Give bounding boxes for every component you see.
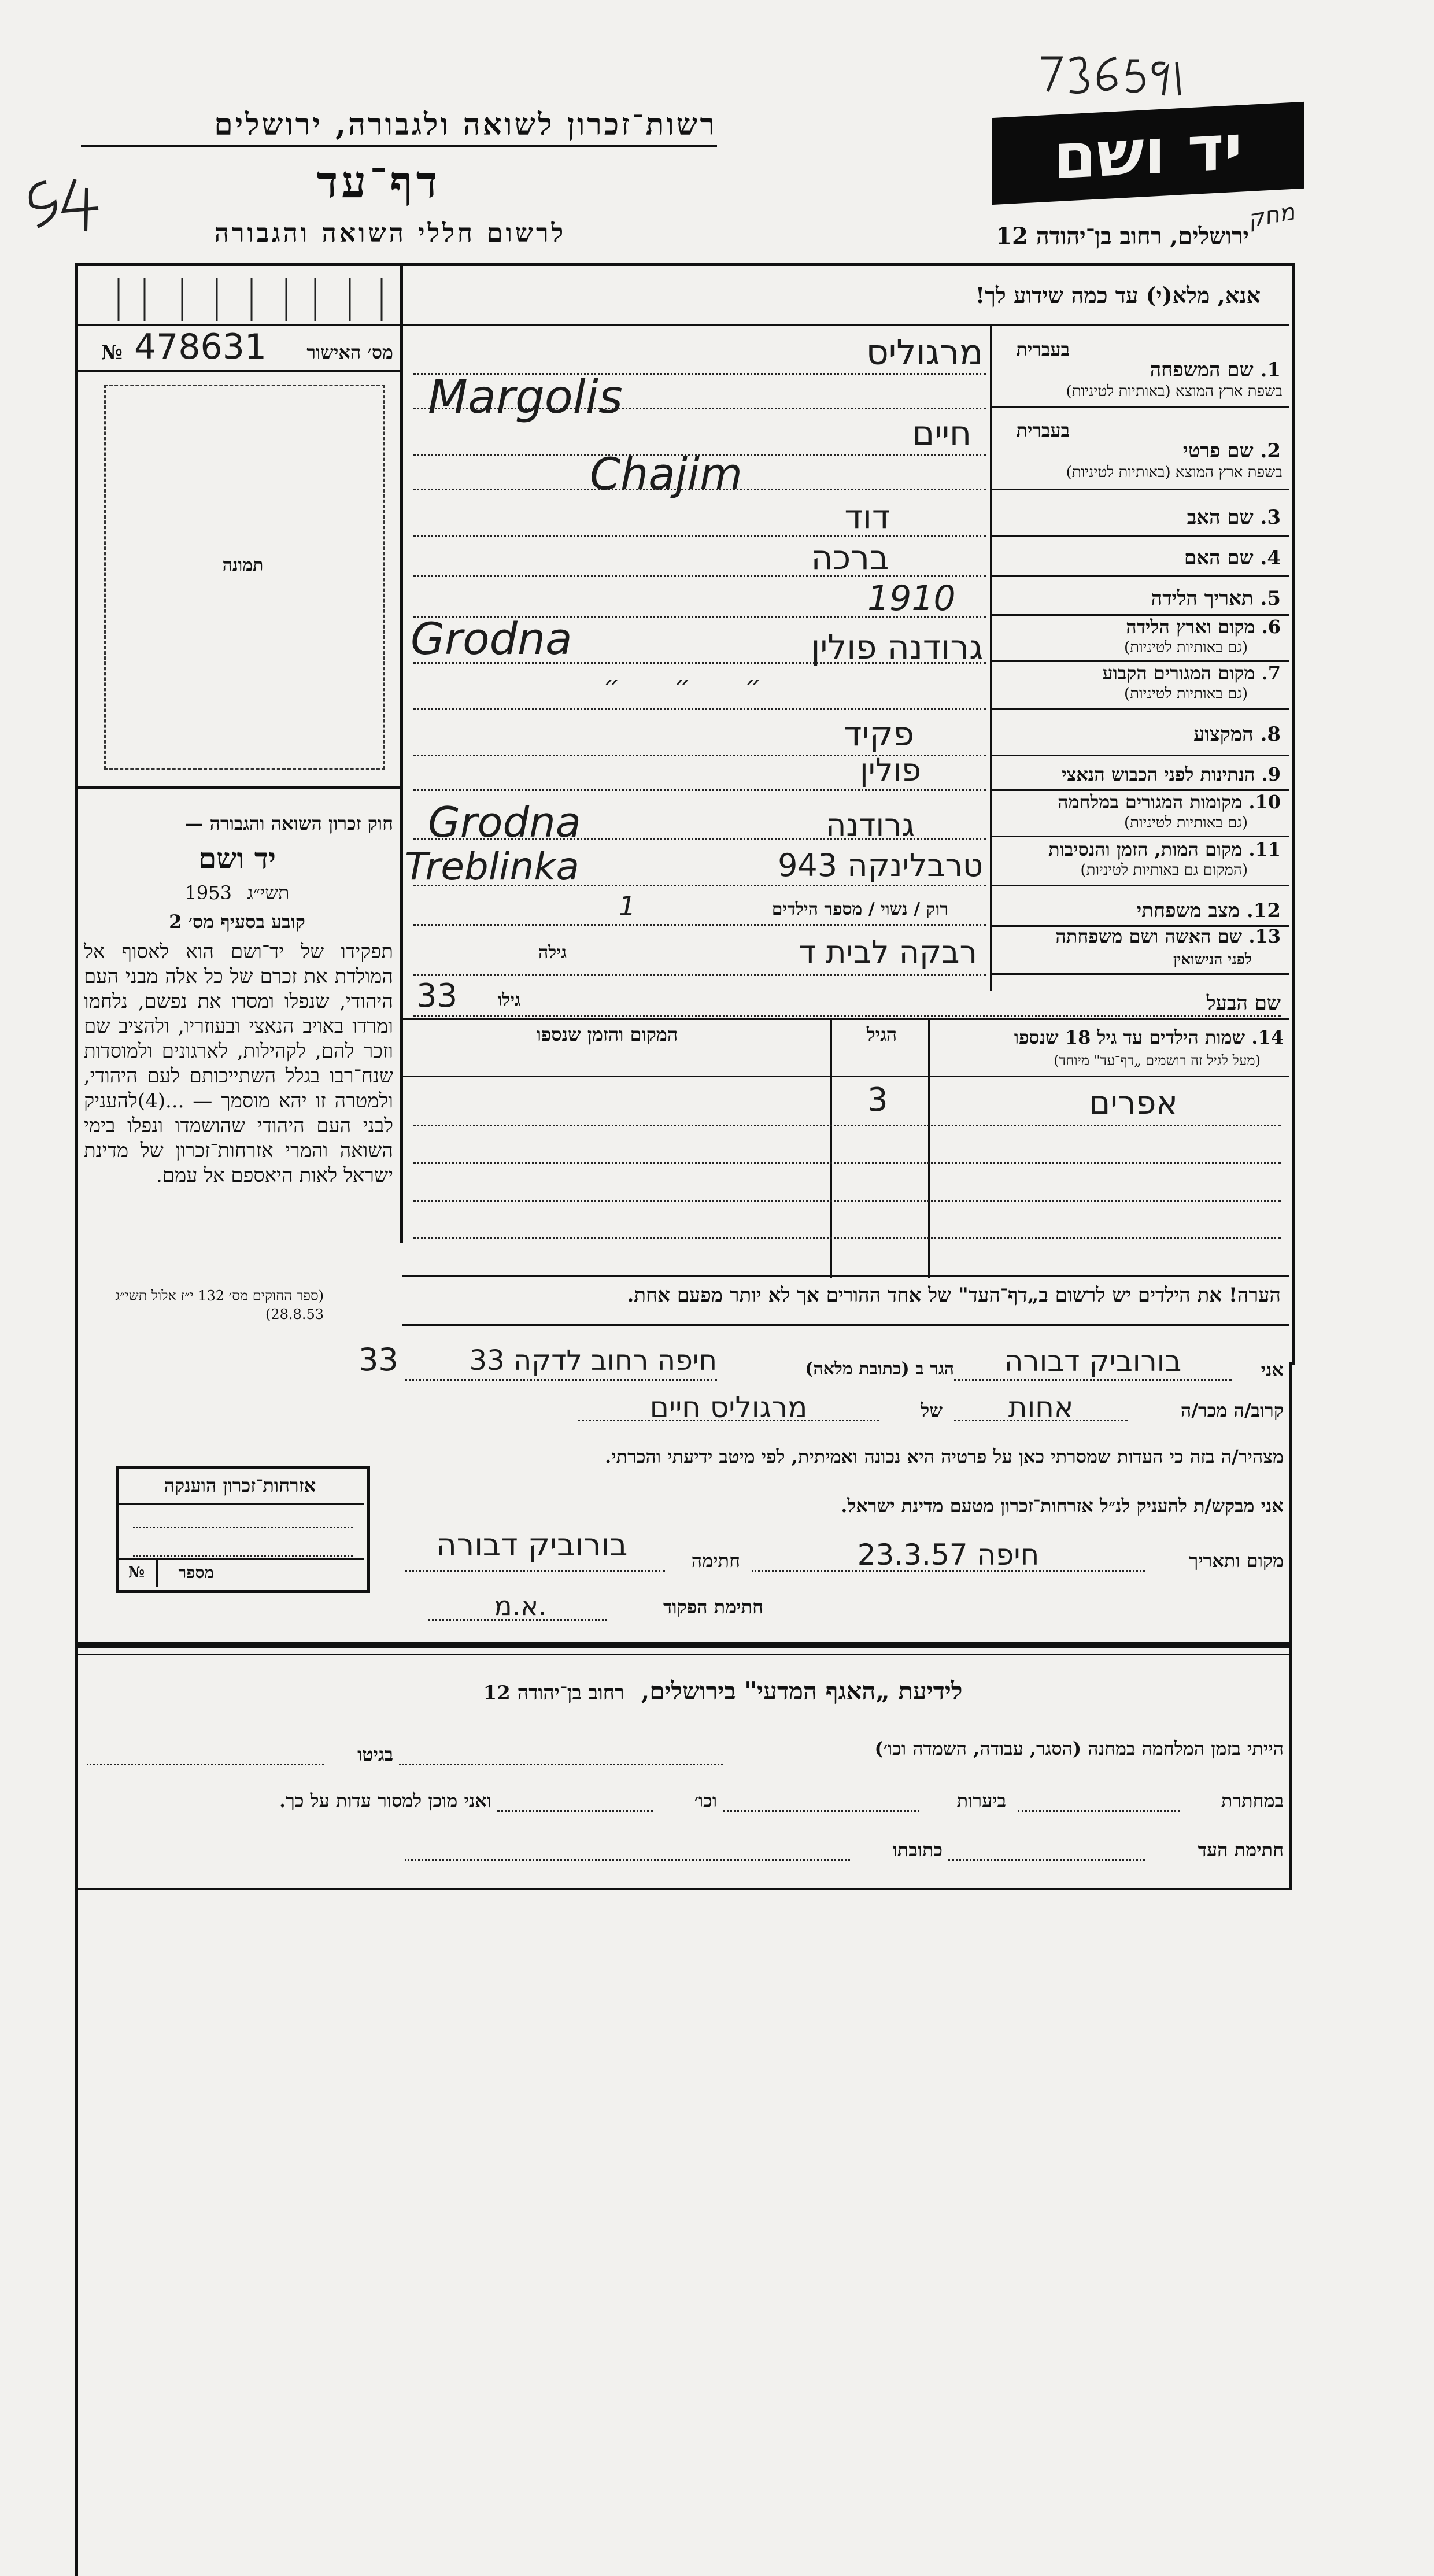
photo-box — [104, 385, 385, 770]
decl-address-number: 33 — [358, 1341, 398, 1378]
bottom-underground-line — [1018, 1810, 1180, 1812]
decl-line1-b: הגר ב (כתובת מלאה) — [805, 1359, 954, 1379]
label-latin-1: בשפת ארץ המוצא (באותיות לטיניות) — [1066, 383, 1283, 400]
residence-value: ״ ״ ״ — [603, 671, 785, 700]
field-mother-label: 4. שם האם — [1184, 546, 1281, 570]
bottom-line2-a: במחתרת — [1221, 1790, 1284, 1812]
children-header-divider-left — [402, 1076, 830, 1077]
law-year-he: תשי״ג — [247, 882, 290, 904]
row-divider-2 — [990, 489, 1289, 490]
margin-mark — [23, 173, 116, 237]
child-name-value: אפרים — [1089, 1084, 1178, 1122]
marital-line — [413, 924, 986, 926]
field-husband-label: שם הבעל — [1206, 992, 1281, 1015]
deathplace-line — [413, 885, 986, 886]
bottom-title-row — [405, 1677, 1041, 1706]
child-row-2 — [413, 1162, 1281, 1164]
field-residence-label: 7. מקום המגורים הקבוע — [1102, 662, 1281, 684]
photo-bottom-divider — [78, 786, 402, 789]
row-divider-3 — [990, 535, 1289, 537]
approval-number: 478631 — [134, 327, 267, 367]
citizenship-num-divider — [119, 1558, 364, 1560]
label-latin-10: (גם באותיות לטיניות) — [1123, 814, 1248, 831]
frame-bottom-thin — [75, 1654, 1292, 1655]
residence-line — [413, 708, 986, 710]
children-top-divider — [402, 1018, 1289, 1020]
decl-address-line — [405, 1379, 717, 1381]
bottom-line2-c: וכו׳ — [694, 1790, 717, 1812]
decl-signature-label: חתימה — [691, 1550, 740, 1572]
child-row-4 — [413, 1237, 1281, 1239]
decl-sig-line — [405, 1570, 665, 1572]
child-row-3 — [413, 1200, 1281, 1202]
bottom-line1-end: בגיטו — [357, 1743, 393, 1765]
law-clause: קובע בסעיף מס׳ 2 — [169, 911, 305, 933]
row-divider-7 — [990, 708, 1289, 710]
birthplace-latin-value: Grodna — [411, 613, 572, 664]
warplace-latin-value: Grodna — [428, 798, 581, 847]
photo-label: תמונה — [222, 555, 264, 575]
marital-options: רוק / נשוי / מספר הילדים — [771, 899, 948, 919]
label-hebrew-2: בעברית — [1016, 419, 1070, 441]
birthdate-value: 1910 — [867, 578, 956, 619]
decl-address-value: חיפה רחוב לדקה 33 — [469, 1344, 717, 1377]
handwritten-number — [1035, 46, 1191, 98]
decl-sig-value: בורוביק דבורה — [436, 1527, 628, 1563]
decl-date-value: חיפה 23.3.57 — [857, 1538, 1040, 1572]
logo-text: יד ושם — [1053, 111, 1243, 194]
child-age-value: 3 — [867, 1081, 888, 1119]
field-marital-label: 12. מצב משפחתי — [1136, 899, 1281, 922]
label-place-latin-11: (המקום גם באותיות לטיניות) — [1080, 862, 1248, 879]
mother-line — [413, 575, 986, 577]
approval-no-label: מס׳ האישור — [306, 341, 393, 363]
citizenship-number-label: מספר — [178, 1563, 214, 1582]
field-children-label: 14. שמות הילדים עד גיל 18 שנספו — [1014, 1026, 1284, 1048]
decl-of-value: מרגוליס חיים — [649, 1391, 808, 1424]
bottom-line3-a: חתימת העד — [1198, 1839, 1284, 1861]
decl-line4: אני מבקש/ת להעניק לנ״ל אזרחות־זכרון מטעם מדינת ישראל. — [841, 1495, 1284, 1517]
decl-line2-b: של — [921, 1399, 943, 1421]
field-children-sub: (מעל לגיל זה רושמים „דף־עד" מיוחד) — [1054, 1052, 1261, 1069]
citizenship-title: אזרחות־זכרון הוענקה — [164, 1474, 316, 1496]
law-source: (ספר החוקים מס׳ 132 י״ז אלול תשי״ג 28.8.53) — [115, 1288, 324, 1322]
authority-title: רשות־זכרון לשואה ולגבורה, ירושלים — [214, 107, 717, 142]
row-divider-11 — [990, 885, 1289, 886]
bottom-camp-line — [399, 1764, 723, 1765]
note-text: הערה! את הילדים יש לרשום ב„דף־העד" של אחד ההורים אך לא יותר מפעם אחת. — [627, 1284, 1281, 1307]
row-divider-4 — [990, 575, 1289, 577]
field-deathplace-label: 11. מקום המות, הזמן והנסיבות — [1048, 838, 1281, 860]
decl-line1-a: אני — [1261, 1359, 1284, 1381]
yad-vashem-logo — [992, 102, 1304, 205]
wife-value: רבקה לבית ד — [799, 934, 977, 970]
field-wife-label: 13. שם האשה ושם משפחתה — [1055, 925, 1281, 947]
bottom-address: רחוב בן־יהודה 12 — [483, 1681, 624, 1705]
label-col-divider — [990, 326, 992, 991]
address: ירושלים, רחוב בן־יהודה 12 — [996, 223, 1249, 250]
law-year: 1953 — [184, 882, 232, 904]
wife-line — [413, 974, 986, 976]
note-divider — [402, 1324, 1289, 1326]
approval-divider — [78, 370, 402, 372]
firstname-latin-line — [413, 489, 986, 490]
citizenship-value: פולין — [860, 752, 921, 788]
children-count-value: 1 — [619, 890, 636, 922]
bottom-line2-b: ביערות — [956, 1790, 1006, 1812]
bottom-forest-line — [723, 1810, 919, 1812]
intro-text: אנא, מלא(י) עד כמה שידוע לך! — [975, 282, 1261, 308]
authority-underline — [81, 145, 717, 147]
row-divider-8 — [990, 755, 1289, 756]
field-surname-label: 1. שם המשפחה — [1150, 359, 1281, 382]
label-latin-7: (גם באותיות לטיניות) — [1123, 685, 1248, 703]
mother-value: ברכה — [811, 538, 889, 577]
wife-age-value: 33 — [416, 977, 458, 1015]
bottom-title: לידיעת „האגף המדעי" בירושלים, — [641, 1677, 963, 1705]
surname-he-value: מרגוליס — [866, 332, 983, 373]
children-header-divider — [830, 1076, 1289, 1077]
surname-latin-value: Margolis — [428, 370, 623, 424]
form-subtitle: לרשום חללי השואה והגבורה — [214, 219, 567, 248]
form-title: דף־עד — [316, 156, 441, 208]
warplace-he-value: גרודנה — [826, 807, 915, 843]
law-year-row — [81, 882, 393, 904]
field-birthdate-label: 5. תאריך הלידה — [1151, 587, 1281, 610]
citizenship-title-divider — [119, 1503, 364, 1505]
decl-place-date-label: מקום ותאריך — [1189, 1550, 1284, 1572]
decl-line2-a: קרוב/ה מכר/ה — [1180, 1399, 1284, 1421]
firstname-he-value: חיים — [912, 413, 971, 453]
field-profession-label: 8. המקצוע — [1193, 723, 1281, 746]
label-latin-2: בשפת ארץ המוצא (באותיות לטיניות) — [1066, 464, 1283, 481]
officer-sig-value: א.מ. — [494, 1590, 547, 1621]
id-strip — [78, 266, 402, 326]
frame-left-lower — [75, 1362, 78, 2576]
citizenship-line-1 — [133, 1527, 353, 1528]
firstname-latin-value: Chajim — [590, 448, 743, 500]
frame-right-lower — [1289, 1362, 1292, 1890]
warplace-line — [413, 838, 986, 840]
bottom-line3-b: כתובתו — [892, 1839, 943, 1861]
law-title: חוק זכרון השואה והגבורה — — [184, 812, 393, 834]
field-firstname-label: 2. שם פרטי — [1182, 439, 1281, 463]
field-wife-sub: לפני הנישואין — [1173, 951, 1252, 969]
intro-divider — [402, 324, 1289, 326]
bottom-ghetto-line — [87, 1764, 324, 1765]
frame-bottom-thick — [75, 1642, 1292, 1648]
law-text: תפקידו של יד־ושם הוא לאסוף אל המולדת את זכרם של כל אלה מבני העם היהודי, שנפלו ומסרו את נפשם, נלחמו ומרדו באויב הנאצי ובעוזריו, ולהציב שם וזכר להם, לקהילות, לארגונים ולמוסדות שנח־רבו בגלל השתייכותם לעם היהודי, ולמטרה זו יהא מוסמך — ...(4)להעניק לבני העם היהודי שהושמדו ונפלו בימי השואה והמרי אזרחות־זכרון של מדינת ישראל לאות היאספם אל עמם. — [84, 940, 393, 1187]
place-col-header: המקום והזמן שנספו — [536, 1023, 678, 1045]
bottom-address-line — [405, 1859, 850, 1861]
citizenship-line — [413, 789, 986, 791]
bottom-witness-sig-line — [948, 1859, 1145, 1861]
father-line — [413, 535, 986, 537]
husband-line — [413, 1015, 1281, 1017]
row-divider-10 — [990, 836, 1289, 837]
deathplace-he-value: טרבלינקה 943 — [778, 847, 983, 884]
left-col-divider — [400, 266, 403, 1243]
husband-age-word: גילו — [497, 990, 520, 1010]
birthplace-line — [413, 662, 986, 664]
row-divider-13 — [990, 973, 1289, 975]
bottom-frame-line — [75, 1888, 1292, 1890]
citizenship-line-2 — [133, 1555, 353, 1557]
decl-witness-value: בורוביק דבורה — [1004, 1344, 1182, 1378]
children-bottom-divider — [402, 1275, 1289, 1277]
officer-sig-label: חתימת הפקוד — [663, 1596, 763, 1618]
birthplace-he-value: גרודנה פולין — [811, 627, 983, 667]
citizenship-num-col — [156, 1560, 158, 1587]
decl-witness-line — [954, 1379, 1232, 1381]
age-col-header: הגיל — [866, 1023, 897, 1045]
wife-age-word: גילה — [538, 943, 567, 963]
deathplace-latin-value: Treblinka — [405, 844, 579, 889]
field-father-label: 3. שם האב — [1187, 506, 1281, 529]
child-row-1 — [413, 1125, 1281, 1126]
field-citizenship-label: 9. הנתינות לפני הכבוש הנאצי — [1062, 763, 1281, 785]
law-name: יד ושם — [198, 841, 276, 875]
label-hebrew-1: בעברית — [1016, 338, 1070, 360]
approval-no-prefix: № — [101, 341, 123, 364]
field-birthplace-label: 6. מקום וארץ הלידה — [1126, 616, 1281, 638]
bottom-line1: הייתי בזמן המלחמה במחנה (הסגר, עבודה, השמדה וכו׳) — [874, 1738, 1284, 1760]
bottom-etc-line — [497, 1810, 653, 1812]
label-latin-6: (גם באותיות לטיניות) — [1123, 639, 1248, 656]
field-warplaces-label: 10. מקומות המגורים במלחמה — [1058, 791, 1281, 813]
margin-note-top: מחק — [1245, 198, 1297, 233]
decl-line3: מצהיר/ה בזה כי העדות שמסרתי כאן על פרטיה היא נכונה ואמיתית, לפי מיטב ידיעתי והכרתי. — [605, 1446, 1284, 1468]
profession-value: פקיד — [843, 714, 914, 753]
citizenship-no-prefix: № — [128, 1564, 145, 1581]
father-value: דוד — [844, 497, 890, 537]
surname-latin-line — [413, 408, 986, 409]
row-divider-1 — [990, 406, 1289, 408]
decl-relation-value: אחות — [1008, 1391, 1074, 1424]
bottom-line2-d: ואני מוכן למסור עדות על כך. — [279, 1790, 491, 1812]
